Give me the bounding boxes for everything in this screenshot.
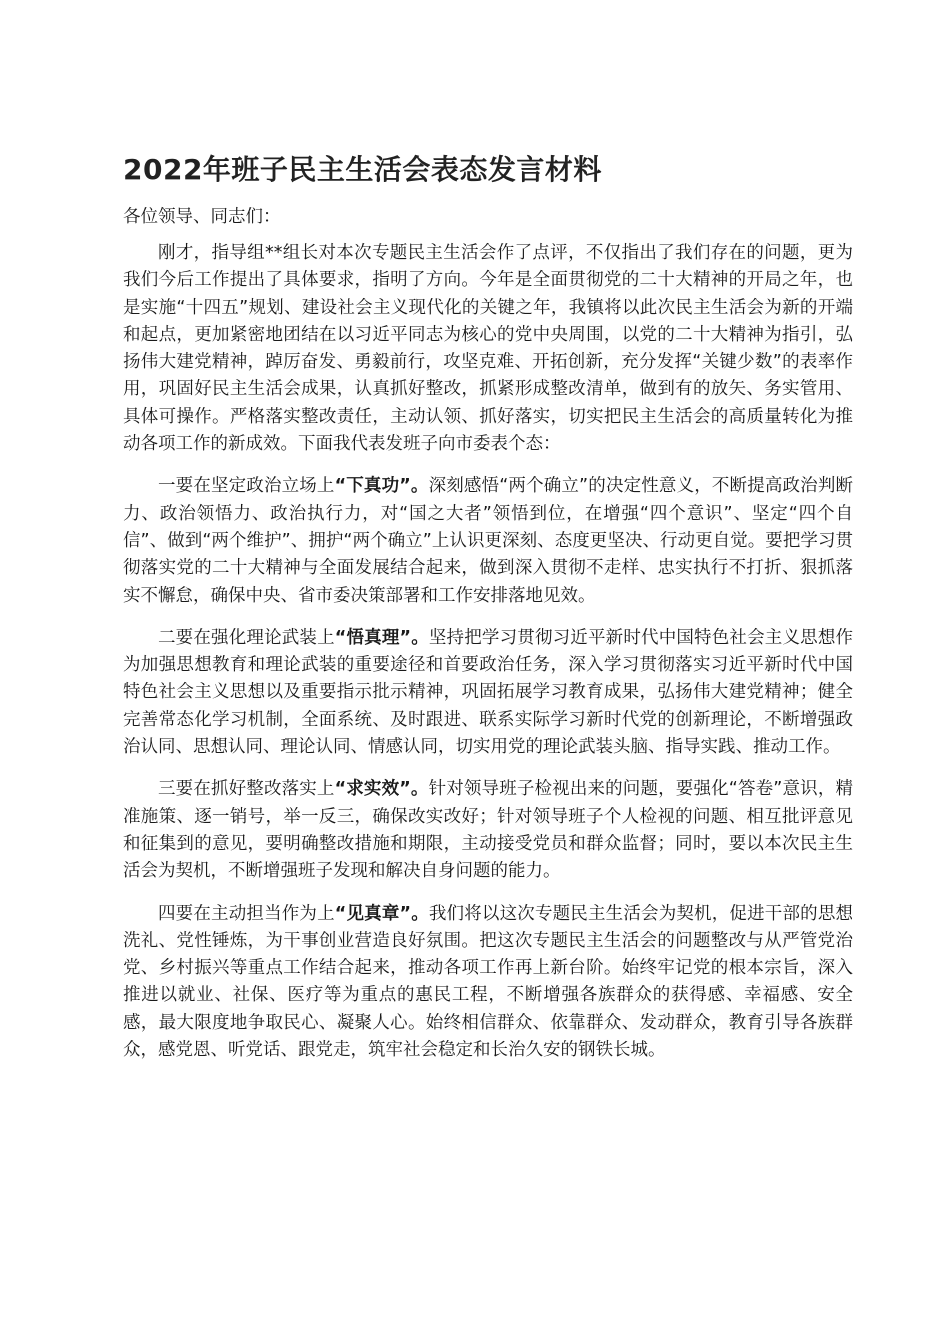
point-body: 我们将以这次专题民主生活会为契机，促进干部的思想洗礼、党性锤炼，为干事创业营造良好氛围。把这次专题民主生活会的问题整改与从严管党治党、乡村振兴等重点工作结合起来，推动各项工作再上新台阶。始终牢记党的根本宗旨，深入推进以就业、社保、医疗等为重点的惠民工程，不断增强各族群众的获得感、幸福感、安全感，最大限度地争取民心、凝聚人心。始终相信群众、依靠群众、发动群众，教育引导各族群众，感党恩、听党话、跟党走，筑牢社会稳定和长治久安的钢铁长城。 <box>123 903 853 1061</box>
point-body: 坚持把学习贯彻习近平新时代中国特色社会主义思想作为加强思想教育和理论武装的重要途径和首要政治任务，深入学习贯彻落实习近平新时代中国特色社会主义思想以及重要指示批示精神，巩固拓展学习教育成果，弘扬伟大建党精神；健全完善常态化学习机制，全面系统、及时跟进、联系实际学习新时代党的创新理论，不断增强政治认同、思想认同、理论认同、情感认同，切实用党的理论武装头脑、指导实践、推动工作。 <box>123 627 853 758</box>
point-lead: 四要在主动担当作为上 <box>158 903 335 924</box>
point-lead: 二要在强化理论武装上 <box>158 627 335 648</box>
point-body: 针对领导班子检视出来的问题，要强化“答卷”意识，精准施策、逐一销号，举一反三，确保改实改好；针对领导班子个人检视的问题、相互批评意见和征集到的意见，要明确整改措施和期限，主动接受党员和群众监督；同时，要以本次民主生活会为契机，不断增强班子发现和解决自身问题的能力。 <box>123 779 853 882</box>
point-emphasis: “见真章”。 <box>334 903 429 924</box>
document-page <box>123 150 853 1079</box>
point-lead: 一要在坚定政治立场上 <box>158 476 335 497</box>
point-emphasis: “下真功”。 <box>334 476 429 497</box>
point-emphasis: “悟真理”。 <box>334 627 429 648</box>
point-paragraph-3 <box>123 776 853 885</box>
point-body: 深刻感悟“两个确立”的决定性意义，不断提高政治判断力、政治领悟力、政治执行力，对“国之大者”领悟到位，在增强“四个意识”、坚定“四个自信”、做到“两个维护”、拥护“两个确立”上认识更深刻、态度更坚决、行动更自觉。要把学习贯彻落实党的二十大精神与全面发展结合起来，做到深入贯彻不走样、忠实执行不打折、狠抓落实不懈怠，确保中央、省市委决策部署和工作安排落地见效。 <box>123 476 853 606</box>
intro-paragraph: 刚才，指导组**组长对本次专题民主生活会作了点评，不仅指出了我们存在的问题，更为我们今后工作提出了具体要求，指明了方向。今年是全面贯彻党的二十大精神的开局之年，也是实施“十四五”规划、建设社会主义现代化的关键之年，我镇将以此次民主生活会为新的开端和起点，更加紧密地团结在以习近平同志为核心的党中央周围，以党的二十大精神为指引，弘扬伟大建党精神，踔厉奋发、勇毅前行，攻坚克难、开拓创新，充分发挥“关键少数”的表率作用，巩固好民主生活会成果，认真抓好整改，抓紧形成整改清单，做到有的放矢、务实管用、具体可操作。严格落实整改责任，主动认领、抓好落实，切实把民主生活会的高质量转化为推动各项工作的新成效。下面我代表发班子向市委表个态： <box>123 243 853 455</box>
point-paragraph-1 <box>123 473 853 609</box>
point-lead: 三要在抓好整改落实上 <box>158 779 335 800</box>
point-paragraph-2 <box>123 625 853 761</box>
salutation: 各位领导、同志们： <box>123 207 281 227</box>
document-title: 2022年班子民主生活会表态发言材料 <box>123 153 602 186</box>
point-emphasis: “求实效”。 <box>334 779 429 800</box>
point-paragraph-4 <box>123 901 853 1065</box>
